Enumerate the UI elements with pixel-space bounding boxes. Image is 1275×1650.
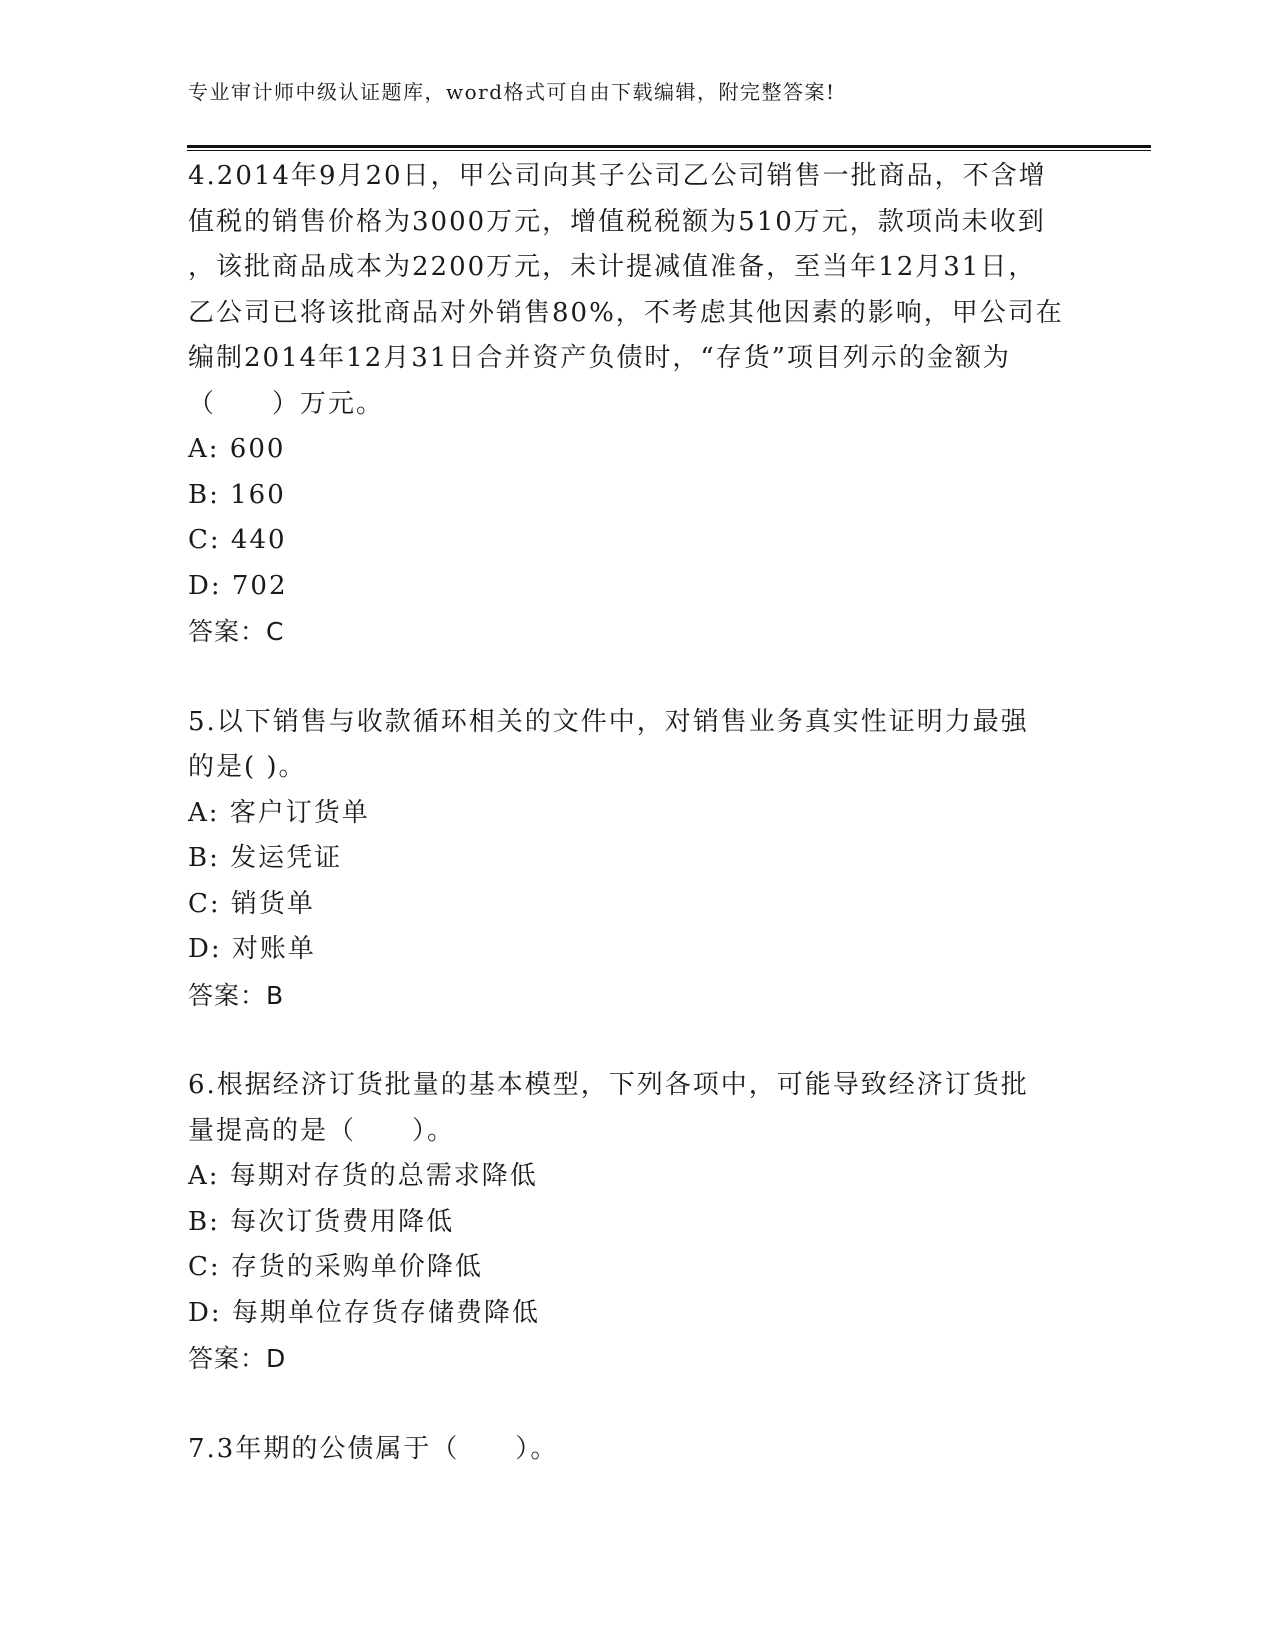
option-c: C: 440 (188, 525, 287, 555)
option-b: B: 发运凭证 (188, 843, 343, 873)
option-d: D: 702 (188, 570, 288, 601)
stem-line: 值税的销售价格为3000万元，增值税税额为510万元，款项尚未收到 (188, 206, 1046, 237)
stem-line: 量提高的是（ ）。 (188, 1115, 456, 1146)
stem-line: 5.以下销售与收款循环相关的文件中，对销售业务真实性证明力最强 (188, 706, 1029, 737)
question-7 (188, 1427, 1088, 1473)
answer-text: 答案：C (188, 617, 285, 646)
question-stem (188, 1063, 1088, 1154)
option-c: C: 销货单 (188, 888, 315, 919)
stem-line: 编制2014年12月31日合并资产负债时，“存货”项目列示的金额为 (188, 343, 1011, 373)
option-d: D: 对账单 (188, 934, 316, 964)
option-b: B: 160 (188, 479, 286, 510)
stem-line: 乙公司已将该批商品对外销售80%，不考虑其他因素的影响，甲公司在 (188, 297, 1064, 328)
question-stem (188, 1427, 1088, 1473)
option-a: A: 每期对存货的总需求降低 (188, 1161, 538, 1191)
stem-line: （ ）万元。 (188, 388, 385, 419)
stem-line: 的是( )。 (188, 752, 307, 782)
option-a: A: 客户订货单 (188, 797, 370, 828)
page-header: 专业审计师中级认证题库，word格式可自由下载编辑，附完整答案! (188, 80, 836, 104)
stem-line: ，该批商品成本为2200万元，未计提减值准备，至当年12月31日， (188, 252, 1037, 282)
option-d: D: 每期单位存货存储费降低 (188, 1297, 540, 1328)
option-c: C: 存货的采购单价降低 (188, 1252, 483, 1282)
answer-text: 答案：D (188, 1344, 287, 1373)
question-stem (188, 700, 1088, 791)
question-6 (188, 1063, 1088, 1382)
stem-line: 7.3年期的公债属于（ ）。 (188, 1433, 559, 1464)
stem-line: 6.根据经济订货批量的基本模型，下列各项中，可能导致经济订货批 (188, 1070, 1029, 1100)
question-stem (188, 154, 1088, 427)
option-a: A: 600 (188, 434, 286, 464)
question-5 (188, 700, 1088, 1019)
stem-line: 4.2014年9月20日，甲公司向其子公司乙公司销售一批商品，不含增 (188, 161, 1047, 191)
option-b: B: 每次订货费用降低 (188, 1206, 455, 1237)
question-list (188, 154, 1088, 1517)
header-rule-thick (187, 145, 1151, 148)
answer-text: 答案：B (188, 980, 285, 1010)
header-rule-thin (187, 150, 1151, 151)
question-4 (188, 154, 1088, 655)
